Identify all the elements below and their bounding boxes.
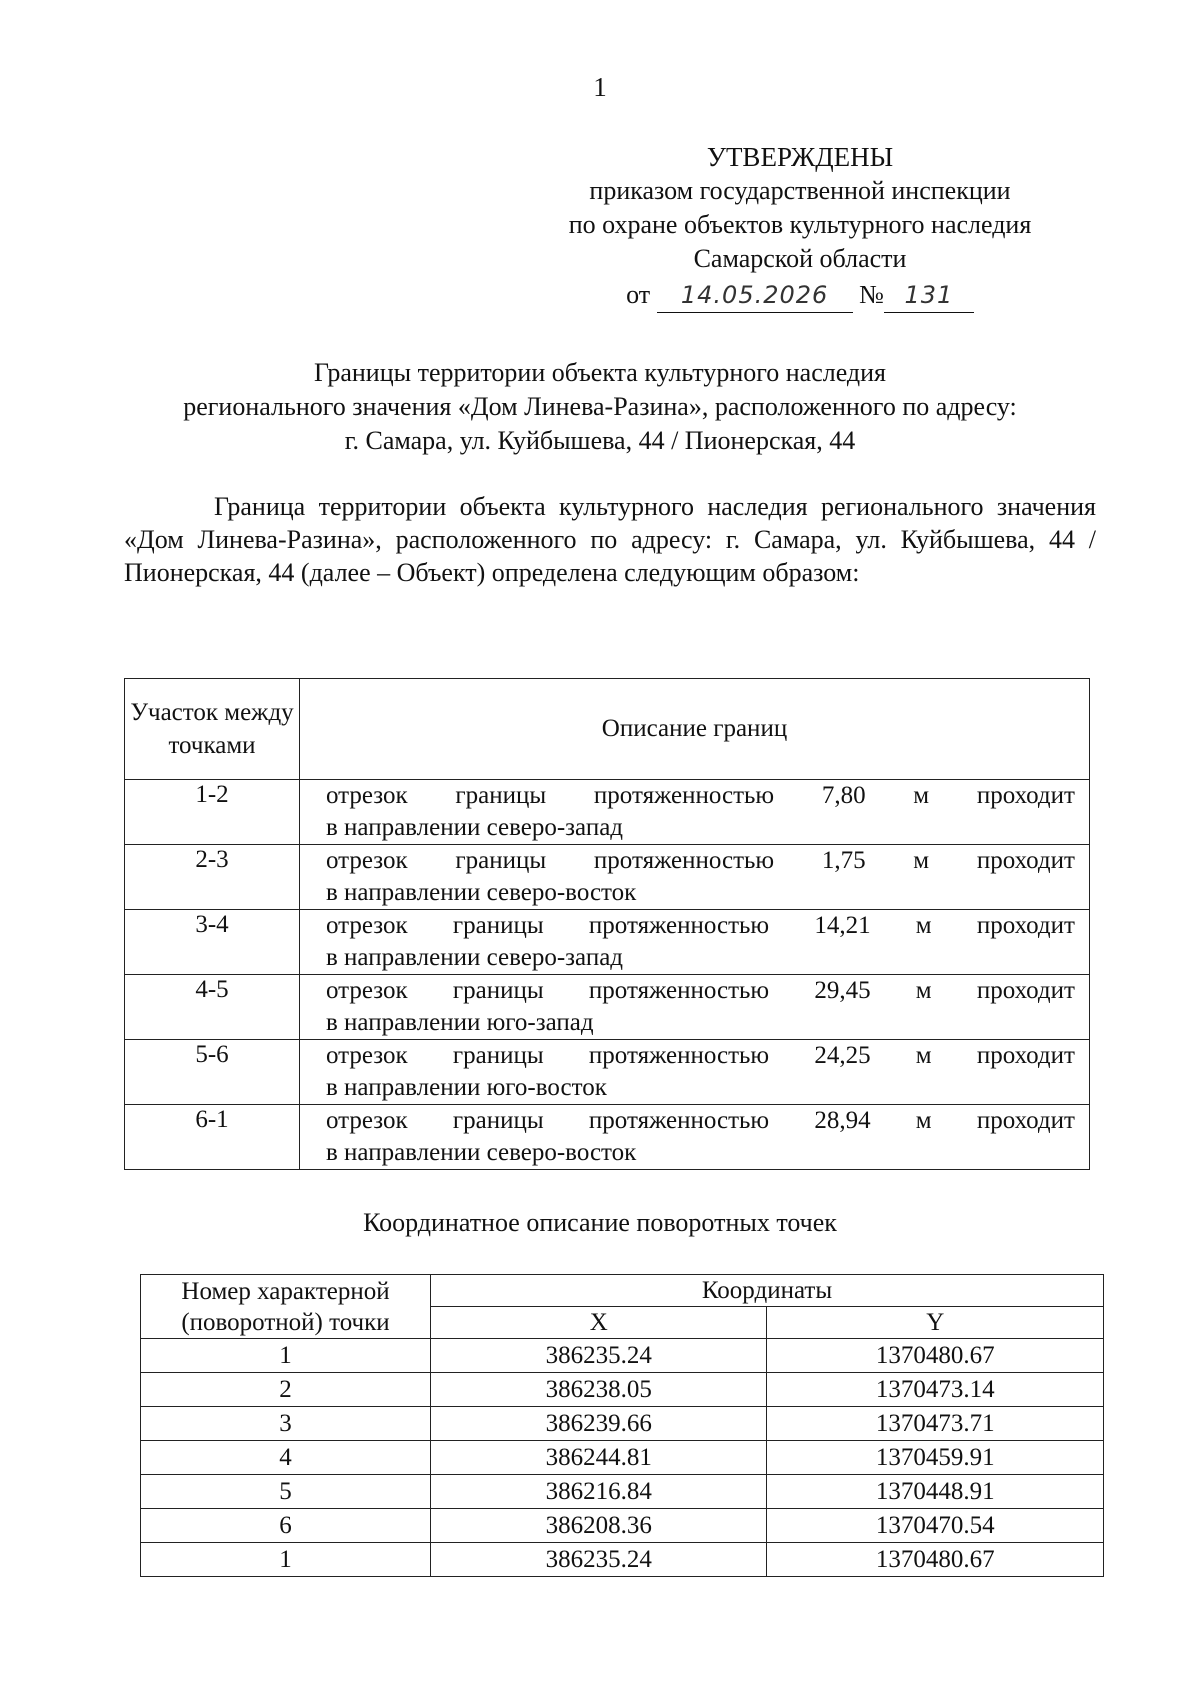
segment-cell: 1-2: [125, 780, 300, 845]
description-cell: [300, 780, 1090, 845]
coordinates-header: Координаты: [431, 1275, 1104, 1307]
y-cell: 1370448.91: [767, 1475, 1104, 1509]
word: отрезок: [326, 977, 408, 1004]
x-cell: 386216.84: [431, 1475, 767, 1509]
y-header: Y: [767, 1307, 1104, 1339]
x-cell: 386238.05: [431, 1373, 767, 1407]
unit: м: [913, 847, 930, 874]
x-cell: 386208.36: [431, 1509, 767, 1543]
y-cell: 1370459.91: [767, 1441, 1104, 1475]
word: проходит: [976, 1042, 1075, 1069]
direction-text: в направлении северо-запад: [326, 944, 624, 971]
word: границы: [452, 912, 544, 939]
table-row: [141, 1441, 1104, 1475]
word: протяженностью: [588, 912, 770, 939]
number-label: №: [859, 280, 884, 309]
table-row: [125, 845, 1090, 910]
handwritten-number: 131: [904, 281, 954, 309]
segment-cell: 2-3: [125, 845, 300, 910]
unit: м: [913, 782, 930, 809]
table-row: [125, 1105, 1090, 1170]
length-value: 24,25: [814, 1042, 871, 1069]
segment-cell: 5-6: [125, 1040, 300, 1105]
word: отрезок: [326, 1042, 408, 1069]
word: отрезок: [326, 1107, 408, 1134]
y-cell: 1370480.67: [767, 1543, 1104, 1577]
approval-date-line: [540, 278, 1060, 313]
unit: м: [915, 977, 932, 1004]
segment-cell: 6-1: [125, 1105, 300, 1170]
coordinates-title: Координатное описание поворотных точек: [363, 1208, 837, 1237]
unit: м: [915, 1107, 932, 1134]
length-value: 7,80: [821, 782, 866, 809]
segment-cell: 4-5: [125, 975, 300, 1040]
direction-text: в направлении юго-запад: [326, 1009, 594, 1036]
word: протяженностью: [588, 1107, 770, 1134]
date-field: [657, 278, 853, 313]
table-row: [141, 1475, 1104, 1509]
word: границы: [455, 847, 547, 874]
coordinates-table: [140, 1274, 1104, 1577]
y-cell: 1370470.54: [767, 1509, 1104, 1543]
direction-text: в направлении северо-восток: [326, 879, 637, 906]
point-number-header-line-1: Номер характерной: [181, 1277, 390, 1305]
word: отрезок: [326, 847, 408, 874]
description-cell: [300, 845, 1090, 910]
table-row: [141, 1509, 1104, 1543]
approval-block: [540, 140, 1060, 313]
word: проходит: [976, 912, 1075, 939]
segment-column-header: Участок между точками: [125, 679, 300, 780]
y-cell: 1370480.67: [767, 1339, 1104, 1373]
direction-text: в направлении юго-восток: [326, 1074, 607, 1101]
x-header: X: [431, 1307, 767, 1339]
word: проходит: [976, 782, 1075, 809]
description-cell: [300, 975, 1090, 1040]
approval-title: УТВЕРЖДЕНЫ: [706, 142, 894, 172]
x-cell: 386235.24: [431, 1339, 767, 1373]
point-number-cell: 5: [141, 1475, 431, 1509]
x-cell: 386235.24: [431, 1543, 767, 1577]
table-row: [125, 910, 1090, 975]
boundaries-header-row: [125, 679, 1090, 780]
word: границы: [455, 782, 547, 809]
description-cell: [300, 1105, 1090, 1170]
point-number-cell: 1: [141, 1339, 431, 1373]
intro-paragraph: Граница территории объекта культурного наследия регионального значения «Дом Линева-Разина», расположенного по адресу: г. Самара, ул. Куйбышева, 44 / Пионерская, 44 (далее – Объект) определена следующим образом:: [124, 492, 1096, 587]
document-title-line-3: г. Самара, ул. Куйбышева, 44 / Пионерская, 44: [344, 426, 856, 455]
table-row: [141, 1339, 1104, 1373]
description-cell: [300, 910, 1090, 975]
word: проходит: [976, 977, 1075, 1004]
word: отрезок: [326, 782, 408, 809]
point-number-cell: 3: [141, 1407, 431, 1441]
word: отрезок: [326, 912, 408, 939]
document-title-line-2: регионального значения «Дом Линева-Разина», расположенного по адресу:: [183, 392, 1017, 421]
word: проходит: [976, 847, 1075, 874]
unit: м: [915, 1042, 932, 1069]
word: границы: [452, 977, 544, 1004]
table-row: [141, 1543, 1104, 1577]
table-row: [125, 975, 1090, 1040]
description-cell: [300, 1040, 1090, 1105]
direction-text: в направлении северо-восток: [326, 1139, 637, 1166]
table-row: [141, 1407, 1104, 1441]
description-column-header: Описание границ: [300, 679, 1090, 780]
point-number-cell: 6: [141, 1509, 431, 1543]
table-row: [141, 1373, 1104, 1407]
x-cell: 386244.81: [431, 1441, 767, 1475]
unit: м: [915, 912, 932, 939]
word: протяженностью: [588, 977, 770, 1004]
word: границы: [452, 1042, 544, 1069]
document-title: [0, 356, 1200, 458]
table-row: [125, 780, 1090, 845]
word: протяженностью: [593, 847, 775, 874]
approval-line-2: по охране объектов культурного наследия: [568, 210, 1032, 239]
word: протяженностью: [588, 1042, 770, 1069]
length-value: 28,94: [814, 1107, 871, 1134]
point-number-cell: 4: [141, 1441, 431, 1475]
length-value: 1,75: [821, 847, 866, 874]
direction-text: в направлении северо-запад: [326, 814, 624, 841]
word: протяженностью: [593, 782, 775, 809]
document-title-line-1: Границы территории объекта культурного наследия: [313, 358, 887, 387]
point-number-cell: 2: [141, 1373, 431, 1407]
point-number-cell: 1: [141, 1543, 431, 1577]
approval-line-1: приказом государственной инспекции: [589, 176, 1011, 205]
point-number-header-line-2: (поворотной) точки: [181, 1308, 390, 1336]
coordinates-header-row: [141, 1275, 1104, 1307]
handwritten-date: 14.05.2026: [680, 281, 829, 309]
from-label: от: [626, 280, 651, 309]
y-cell: 1370473.14: [767, 1373, 1104, 1407]
x-cell: 386239.66: [431, 1407, 767, 1441]
number-field: [884, 278, 974, 313]
point-number-header: [141, 1275, 431, 1339]
page-number: 1: [593, 72, 607, 102]
approval-line-3: Самарской области: [693, 244, 907, 273]
y-cell: 1370473.71: [767, 1407, 1104, 1441]
table-row: [125, 1040, 1090, 1105]
word: границы: [452, 1107, 544, 1134]
length-value: 14,21: [814, 912, 871, 939]
word: проходит: [976, 1107, 1075, 1134]
segment-cell: 3-4: [125, 910, 300, 975]
length-value: 29,45: [814, 977, 871, 1004]
boundaries-table: [124, 678, 1090, 1170]
